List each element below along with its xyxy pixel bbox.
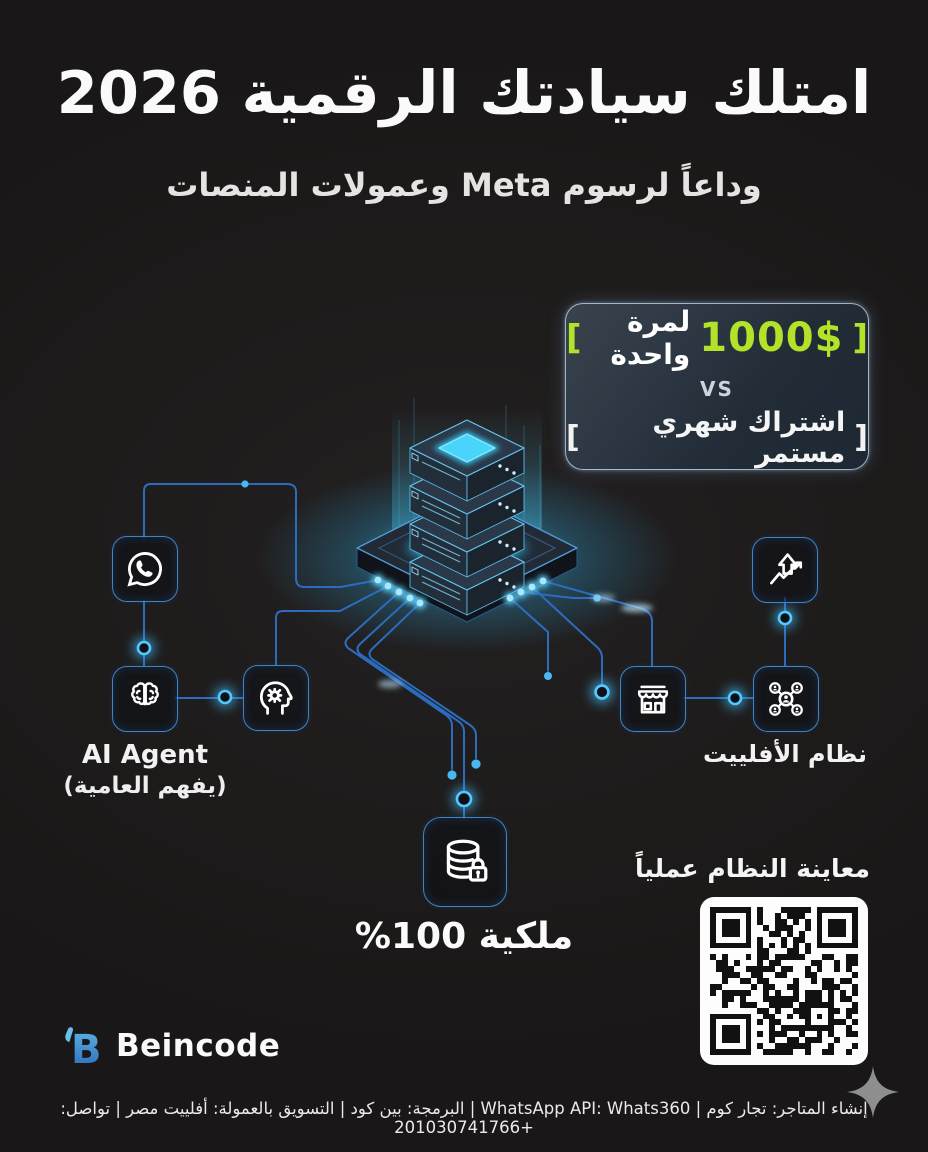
brain-icon	[123, 677, 167, 721]
page-subtitle: وداعاً لرسوم Meta وعمولات المنصات	[166, 166, 762, 204]
bracket-close: ]	[852, 317, 868, 358]
beincode-mark-icon	[54, 1020, 106, 1072]
vs-label: VS	[700, 376, 734, 401]
qr-caption: معاينة النظام عملياً	[635, 854, 870, 883]
affiliate-label: نظام الأفلييت	[703, 740, 867, 768]
ai-agent-subtitle: (يفهم العامية)	[63, 773, 227, 799]
page-title: امتلك سيادتك الرقمية 2026	[56, 58, 872, 127]
growth-arrow-icon	[764, 549, 806, 591]
qr-code	[700, 897, 868, 1065]
store-icon	[631, 677, 675, 721]
price-amount: 1000$	[699, 314, 844, 361]
subscription-row	[566, 407, 868, 469]
server-tower	[410, 420, 524, 615]
pricing-comparison-card	[565, 303, 869, 470]
ai-head-node	[243, 665, 309, 731]
affiliate-node	[753, 666, 819, 732]
whatsapp-icon	[124, 548, 166, 590]
bracket-open: [	[566, 317, 582, 358]
brand-logo	[54, 1020, 280, 1072]
database-lock-icon	[437, 834, 493, 890]
one-time-label: لمرة واحدة	[610, 304, 691, 371]
store-node	[620, 666, 686, 732]
bracket-close-2: ]	[854, 419, 868, 455]
head-gear-icon	[254, 676, 298, 720]
affiliate-network-icon	[764, 677, 808, 721]
growth-node	[752, 537, 818, 603]
ai-agent-title: AI Agent	[81, 740, 209, 770]
whatsapp-node	[112, 536, 178, 602]
one-time-price-row	[566, 305, 868, 371]
subscription-label: اشتراك شهري مستمر	[652, 406, 846, 469]
footer-credits: إنشاء المتاجر: تجار كوم | WhatsApp API: Whats360 | البرمجة: بين كود | التسويق بالعمولة: أفلييت مصر | تواصل: +201030741766	[60, 1099, 868, 1137]
svg-text:B: B	[71, 1027, 102, 1072]
ownership-label: ملكية 100%	[354, 916, 574, 957]
qr-modules	[710, 907, 858, 1055]
ai-agent-label	[59, 740, 231, 799]
bracket-open-2: [	[566, 419, 580, 455]
database-node	[423, 817, 507, 907]
brand-name: Beincode	[116, 1028, 281, 1064]
ai-brain-node	[112, 666, 178, 732]
